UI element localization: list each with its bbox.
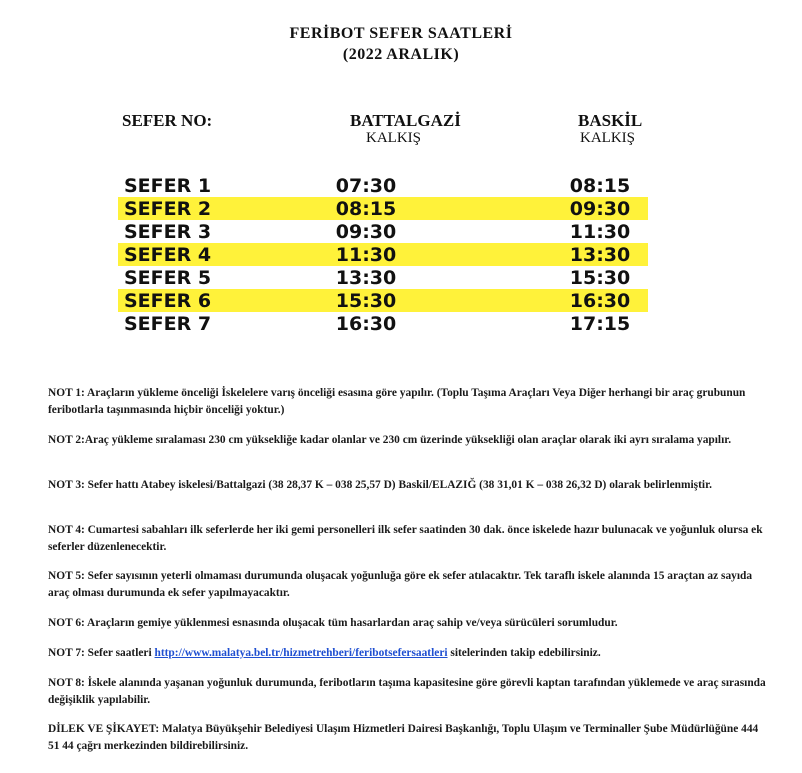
- sefer-name: SEFER 4: [124, 244, 212, 266]
- sefer-name: SEFER 7: [124, 313, 212, 335]
- battalgazi-time: 15:30: [335, 290, 397, 312]
- sefer-name: SEFER 6: [124, 290, 212, 312]
- note-7-prefix: NOT 7: Sefer saatleri: [48, 647, 155, 659]
- note-4: NOT 4: Cumartesi sabahları ilk seferlerde her iki gemi personelleri ilk sefer saatinden 30 dak. önce iskelede hazır bulunacak ve yoğunluk olursa ek seferler düzenlenecektir.: [48, 524, 763, 553]
- battalgazi-time: 16:30: [335, 313, 397, 335]
- header-baskil: BASKİL: [578, 111, 643, 130]
- note-2: NOT 2:Araç yükleme sıralaması 230 cm yüksekliğe kadar olanlar ve 230 cm üzerinde yüksekliği olan araçlar olarak iki ayrı sıralama yapılır.: [48, 434, 732, 446]
- schedule-row: [118, 289, 648, 312]
- schedule-row: [118, 197, 648, 220]
- baskil-time: 17:15: [569, 313, 631, 335]
- baskil-time: 09:30: [569, 198, 631, 220]
- schedule-row: [118, 266, 648, 289]
- header-baskil-kalkis: KALKIŞ: [580, 130, 635, 146]
- schedule-row: [118, 243, 648, 266]
- battalgazi-time: 13:30: [335, 267, 397, 289]
- complaint-note: DİLEK VE ŞİKAYET: Malatya Büyükşehir Belediyesi Ulaşım Hizmetleri Dairesi Başkanlığı, Toplu Ulaşım ve Terminaller Şube Müdürlüğüne 444 51 44 çağrı merkezinden bildirebilirsiniz.: [48, 723, 759, 752]
- sefer-name: SEFER 1: [124, 175, 212, 197]
- sefer-name: SEFER 5: [124, 267, 212, 289]
- note-6: NOT 6: Araçların gemiye yüklenmesi esnasında oluşacak tüm hasarlardan araç sahip ve/veya sürücüleri sorumludur.: [48, 617, 618, 629]
- page-subtitle: (2022 ARALIK): [342, 46, 460, 63]
- sefer-name: SEFER 2: [124, 198, 212, 220]
- header-sefer-no: SEFER NO:: [122, 111, 213, 130]
- note-1: NOT 1: Araçların yükleme önceliği İskelelere varış önceliği esasına göre yapılır. (Toplu Taşıma Araçları Veya Diğer herhangi bir araç grubunun feribotlarla taşınmasında hiçbir önceliği yoktur.): [48, 387, 746, 416]
- note-3: NOT 3: Sefer hattı Atabey iskelesi/Battalgazi (38 28,37 K – 038 25,57 D) Baskil/ELAZIĞ (38 31,01 K – 038 26,32 D) olarak belirlenmiştir.: [48, 479, 712, 491]
- battalgazi-time: 08:15: [335, 198, 397, 220]
- baskil-time: 08:15: [569, 175, 631, 197]
- sefer-name: SEFER 3: [124, 221, 212, 243]
- baskil-time: 15:30: [569, 267, 631, 289]
- schedule-row: [118, 312, 648, 335]
- baskil-time: 13:30: [569, 244, 631, 266]
- schedule-row: [118, 220, 648, 243]
- header-battalgazi: BATTALGAZİ: [350, 111, 461, 130]
- note-7-suffix: sitelerinden takip edebilirsiniz.: [447, 647, 601, 659]
- battalgazi-time: 07:30: [335, 175, 397, 197]
- baskil-time: 16:30: [569, 290, 631, 312]
- note-8: NOT 8: İskele alanında yaşanan yoğunluk durumunda, feribotların taşıma kapasitesine göre görevli kaptan tarafından yüklemede ve araç sırasında değişiklik yapılabilir.: [48, 677, 766, 706]
- note-5: NOT 5: Sefer sayısının yeterli olmaması durumunda oluşacak yoğunluğa göre ek sefer atılacaktır. Tek taraflı iskele alanında 15 araçtan az sayıda araç olması durumunda ek sefer yapılmayacaktır.: [48, 570, 753, 599]
- schedule-link[interactable]: http://www.malatya.bel.tr/hizmetrehberi/feribotsefersaatleri: [154, 647, 448, 659]
- battalgazi-time: 11:30: [335, 244, 397, 266]
- schedule-row: [118, 174, 648, 197]
- page-title: FERİBOT SEFER SAATLERİ: [289, 25, 513, 42]
- note-7: [48, 645, 768, 662]
- header-battalgazi-kalkis: KALKIŞ: [366, 130, 421, 146]
- baskil-time: 11:30: [569, 221, 631, 243]
- battalgazi-time: 09:30: [335, 221, 397, 243]
